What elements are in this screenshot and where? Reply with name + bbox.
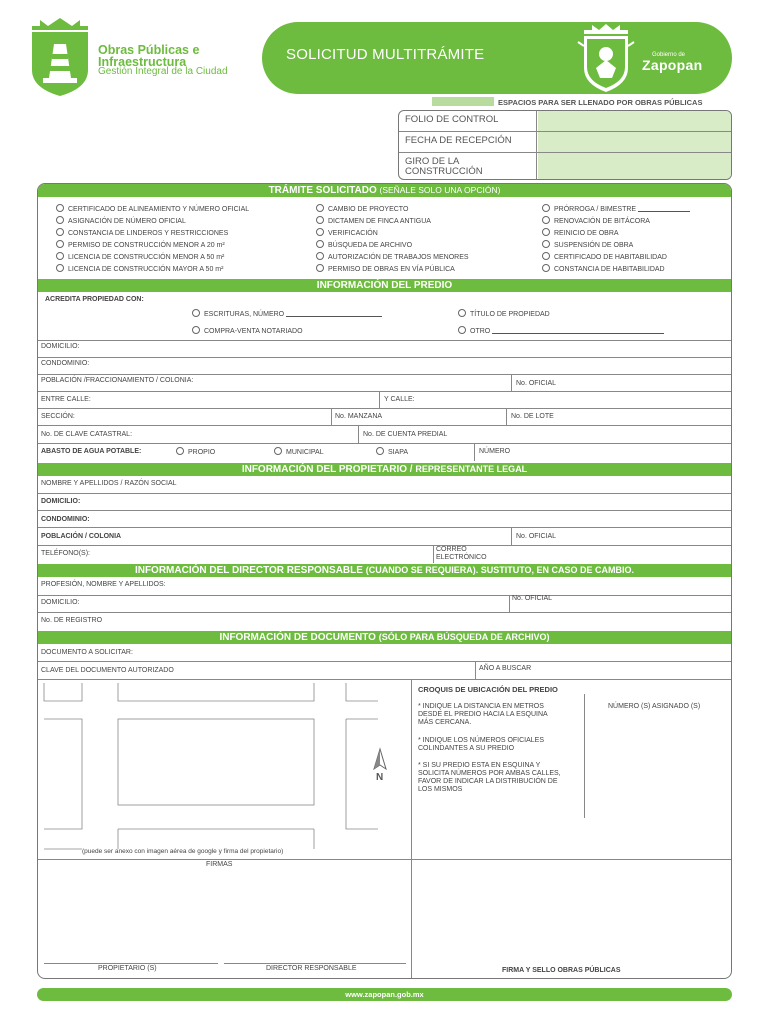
cell-divider — [358, 425, 359, 443]
org-name-line2: Infraestructura — [98, 55, 187, 69]
croquis-divider — [411, 679, 412, 979]
director-signature-line[interactable] — [224, 963, 406, 964]
tramite-option[interactable] — [542, 228, 619, 237]
radio-icon[interactable] — [56, 264, 64, 272]
radio-icon[interactable] — [192, 326, 200, 334]
row-divider — [38, 357, 731, 358]
tramite-option[interactable] — [316, 204, 408, 213]
otro-option[interactable] — [458, 326, 664, 335]
croquis-note-3-line2: SOLICITA NÚMEROS POR AMBAS CALLES, — [418, 770, 561, 777]
dir-no-oficial-label: No. OFICIAL — [512, 595, 553, 602]
row-divider — [38, 545, 731, 546]
croquis-note-3-line3: FAVOR DE INDICAR LA DISTRIBUCIÓN DE — [418, 778, 558, 785]
radio-icon[interactable] — [316, 240, 324, 248]
doc-clave-label: CLAVE DEL DOCUMENTO AUTORIZADO — [41, 667, 174, 674]
control-row-folio — [399, 111, 732, 132]
prop-no-oficial-label: No. OFICIAL — [516, 533, 557, 540]
compra-label: COMPRA-VENTA NOTARIADO — [204, 328, 303, 335]
org-name-line1: Obras Públicas e — [98, 43, 200, 57]
escrituras-blank[interactable] — [286, 310, 382, 317]
croquis-note-2 — [418, 737, 544, 753]
fecha-label: FECHA DE RECEPCIÓN — [399, 132, 537, 152]
director-heading — [38, 564, 731, 577]
row-divider — [38, 595, 731, 596]
correo-label-line1: CORREO — [436, 546, 467, 553]
tramite-option-label: AUTORIZACIÓN DE TRABAJOS MENORES — [328, 254, 469, 261]
municipal-option[interactable] — [274, 447, 324, 456]
titulo-label: TÍTULO DE PROPIEDAD — [470, 311, 550, 318]
propio-label: PROPIO — [188, 449, 216, 456]
radio-icon[interactable] — [316, 252, 324, 260]
radio-icon[interactable] — [192, 309, 200, 317]
croquis-note-3-line4: LOS MISMOS — [418, 786, 463, 793]
propietario-signature-label: PROPIETARIO (S) — [98, 965, 157, 972]
documento-heading-title: INFORMACIÓN DE DOCUMENTO — [219, 632, 376, 643]
croquis-note-1 — [418, 703, 548, 727]
croquis-title: CROQUIS DE UBICACIÓN DEL PREDIO — [418, 685, 558, 694]
folio-field[interactable] — [538, 111, 732, 131]
prorroga-blank[interactable] — [638, 205, 690, 212]
tramite-option[interactable] — [542, 204, 690, 213]
sello-label: FIRMA Y SELLO OBRAS PÚBLICAS — [502, 967, 621, 974]
tramite-option-label: CONSTANCIA DE LINDEROS Y RESTRICCIONES — [68, 230, 229, 237]
correo-label-line2: ELECTRÓNICO — [436, 554, 487, 561]
titulo-option[interactable] — [458, 309, 550, 318]
row-divider — [38, 340, 731, 341]
radio-icon[interactable] — [56, 240, 64, 248]
north-label: N — [376, 772, 384, 783]
croquis-note-3 — [418, 762, 561, 794]
doc-solicitar-label: DOCUMENTO A SOLICITAR: — [41, 649, 133, 656]
tramite-option[interactable] — [542, 252, 667, 261]
office-use-marker — [432, 97, 494, 106]
tramite-option[interactable] — [316, 252, 469, 261]
radio-icon[interactable] — [316, 204, 324, 212]
tramite-option[interactable] — [56, 252, 224, 261]
numero-asignado-label: NÚMERO (S) ASIGNADO (S) — [608, 703, 701, 710]
radio-icon[interactable] — [274, 447, 282, 455]
croquis-note-1-line3: MÁS CERCANA. — [418, 719, 472, 726]
row-divider — [38, 510, 731, 511]
zapopan-crest-icon — [576, 24, 636, 92]
siapa-option[interactable] — [376, 447, 408, 456]
cell-divider — [331, 408, 332, 425]
radio-icon[interactable] — [56, 228, 64, 236]
predio-domicilio-label: DOMICILIO: — [41, 343, 80, 350]
croquis-note-2-line2: COLINDANTES A SU PREDIO — [418, 745, 515, 752]
giro-label-line2: CONSTRUCCIÓN — [405, 166, 483, 177]
predio-no-oficial-label: No. OFICIAL — [516, 380, 557, 387]
gov-small-label: Gobierno de — [652, 52, 686, 58]
catastral-label: No. DE CLAVE CATASTRAL: — [41, 431, 133, 438]
croquis-sketch-area[interactable] — [38, 679, 412, 859]
footer-url[interactable]: www.zapopan.gob.mx — [37, 988, 732, 1001]
propietario-signature-line[interactable] — [44, 963, 218, 964]
entre-calle-label: ENTRE CALLE: — [41, 396, 91, 403]
tramite-option-label: CERTIFICADO DE HABITABILIDAD — [554, 254, 667, 261]
row-divider — [38, 612, 731, 613]
otro-label: OTRO — [470, 328, 491, 335]
propietario-heading-title: INFORMACIÓN DEL PROPIETARIO / — [241, 464, 413, 475]
predial-label: No. DE CUENTA PREDIAL — [363, 431, 448, 438]
manzana-label: No. MANZANA — [335, 413, 383, 420]
acredita-label: ACREDITA PROPIEDAD CON: — [45, 296, 144, 303]
control-row-giro — [399, 153, 732, 180]
radio-icon[interactable] — [56, 216, 64, 224]
municipal-label: MUNICIPAL — [286, 449, 324, 456]
cell-divider — [433, 545, 434, 563]
cell-divider — [475, 661, 476, 679]
obras-publicas-logo — [28, 18, 92, 96]
office-use-label: ESPACIOS PARA SER LLENADO POR OBRAS PÚBLICAS — [498, 98, 703, 107]
propio-option[interactable] — [176, 447, 215, 456]
control-row-fecha — [399, 132, 732, 153]
tramite-option-label: CAMBIO DE PROYECTO — [328, 206, 409, 213]
row-divider — [38, 527, 731, 528]
radio-icon[interactable] — [542, 216, 550, 224]
prop-domicilio-label: DOMICILIO: — [41, 498, 81, 505]
tramite-option-label: VERIFICACIÓN — [328, 230, 378, 237]
radio-icon[interactable] — [316, 228, 324, 236]
abasto-label: ABASTO DE AGUA POTABLE: — [41, 448, 142, 455]
page-title: SOLICITUD MULTITRÁMITE — [286, 46, 485, 63]
tramite-option-label: RENOVACIÓN DE BITÁCORA — [554, 218, 650, 225]
tramite-option[interactable] — [56, 240, 225, 249]
dir-domicilio-label: DOMICILIO: — [41, 599, 80, 606]
tramite-option[interactable] — [542, 264, 665, 273]
cell-divider — [379, 391, 380, 408]
radio-icon[interactable] — [376, 447, 384, 455]
row-divider — [38, 443, 731, 444]
propietario-heading-sub: REPRESENTANTE LEGAL — [415, 464, 528, 474]
radio-icon[interactable] — [56, 204, 64, 212]
lote-label: No. DE LOTE — [511, 413, 554, 420]
tramite-heading-title: TRÁMITE SOLICITADO — [268, 185, 377, 196]
telefono-label: TELÉFONO(S): — [41, 550, 91, 557]
correo-label — [436, 546, 487, 562]
radio-icon[interactable] — [542, 228, 550, 236]
radio-icon[interactable] — [316, 216, 324, 224]
control-box — [398, 110, 732, 180]
org-subtitle: Gestión Integral de la Ciudad — [98, 66, 228, 77]
predio-condominio-label: CONDOMINIO: — [41, 360, 90, 367]
tramite-option[interactable] — [316, 228, 378, 237]
tramite-option[interactable] — [56, 216, 186, 225]
director-signature-label: DIRECTOR RESPONSABLE — [266, 965, 357, 972]
cell-divider — [474, 443, 475, 461]
compra-option[interactable] — [192, 326, 303, 335]
radio-icon[interactable] — [542, 252, 550, 260]
documento-heading — [38, 631, 731, 644]
propietario-heading — [38, 463, 731, 476]
croquis-note-3-line1: * SI SU PREDIO ESTA EN ESQUINA Y — [418, 762, 541, 769]
tramite-option[interactable] — [316, 264, 455, 273]
siapa-label: SIAPA — [388, 449, 409, 456]
tramite-option-label: DICTAMEN DE FINCA ANTIGUA — [328, 218, 431, 225]
prop-nombre-label: NOMBRE Y APELLIDOS / RAZÓN SOCIAL — [41, 480, 177, 487]
north-arrow-icon — [374, 749, 386, 783]
tramite-option[interactable] — [56, 204, 249, 213]
croquis-note-1-line1: * INDIQUE LA DISTANCIA EN METROS — [418, 703, 544, 710]
tramite-option-label: ASIGNACIÓN DE NÚMERO OFICIAL — [68, 218, 186, 225]
tramite-option-label: PRÓRROGA / BIMESTRE — [554, 206, 637, 213]
tramite-option[interactable] — [316, 240, 412, 249]
tramite-option-label: SUSPENSIÓN DE OBRA — [554, 242, 634, 249]
radio-icon[interactable] — [316, 264, 324, 272]
tramite-option-label: PERMISO DE CONSTRUCCIÓN MENOR A 20 m² — [68, 242, 225, 249]
prop-poblacion-label: POBLACIÓN / COLONIA — [41, 533, 122, 540]
tramite-option-label: PERMISO DE OBRAS EN VÍA PÚBLICA — [328, 266, 455, 273]
director-heading-sub: (CUANDO SE REQUIERA). SUSTITUTO, EN CASO DE CAMBIO. — [365, 565, 635, 575]
escrituras-label: ESCRITURAS, NÚMERO — [204, 311, 285, 318]
tramite-option[interactable] — [542, 240, 633, 249]
escrituras-option[interactable] — [192, 309, 382, 318]
dir-registro-label: No. DE REGISTRO — [41, 617, 103, 624]
otro-blank[interactable] — [492, 327, 664, 334]
row-divider — [38, 859, 731, 860]
row-divider — [38, 661, 731, 662]
seccion-label: SECCIÓN: — [41, 413, 75, 420]
radio-icon[interactable] — [458, 309, 466, 317]
tramite-option-label: LICENCIA DE CONSTRUCCIÓN MAYOR A 50 m² — [68, 266, 224, 273]
croquis-note-1-line2: DESDE EL PREDIO HACIA LA ESQUINA — [418, 711, 548, 718]
numero-divider — [584, 694, 585, 818]
tramite-option-label: CONSTANCIA DE HABITABILIDAD — [554, 266, 665, 273]
documento-heading-sub: (SÓLO PARA BÚSQUEDA DE ARCHIVO) — [378, 632, 550, 642]
radio-icon[interactable] — [176, 447, 184, 455]
croquis-note-2-line1: * INDIQUE LOS NÚMEROS OFICIALES — [418, 737, 545, 744]
predio-heading: INFORMACIÓN DEL PREDIO — [38, 279, 731, 292]
doc-anio-label: AÑO A BUSCAR — [479, 665, 532, 672]
numero-label: NÚMERO — [479, 448, 511, 455]
tramite-heading-sub: (SEÑALE SOLO UNA OPCIÓN) — [379, 185, 501, 195]
radio-icon[interactable] — [542, 204, 550, 212]
tramite-option-label: LICENCIA DE CONSTRUCCIÓN MENOR A 50 m² — [68, 254, 225, 261]
tramite-option[interactable] — [56, 228, 228, 237]
tramite-option[interactable] — [316, 216, 431, 225]
row-divider — [38, 425, 731, 426]
row-divider — [38, 493, 731, 494]
predio-poblacion-label: POBLACIÓN /FRACCIONAMIENTO / COLONIA: — [41, 377, 194, 384]
dir-profesion-label: PROFESIÓN, NOMBRE Y APELLIDOS: — [41, 581, 166, 588]
cell-divider — [509, 595, 510, 612]
gov-name: Zapopan — [642, 57, 703, 73]
y-calle-label: Y CALLE: — [384, 396, 415, 403]
fecha-field[interactable] — [538, 132, 732, 152]
radio-icon[interactable] — [56, 252, 64, 260]
radio-icon[interactable] — [542, 264, 550, 272]
row-divider — [38, 374, 731, 375]
director-heading-title: INFORMACIÓN DEL DIRECTOR RESPONSABLE — [134, 565, 363, 576]
tramite-option-label: CERTIFICADO DE ALINEAMIENTO Y NÚMERO OFICIAL — [68, 206, 250, 213]
tramite-heading — [38, 184, 731, 197]
tramite-option-label: REINICIO DE OBRA — [554, 230, 619, 237]
cell-divider — [511, 527, 512, 545]
folio-label: FOLIO DE CONTROL — [399, 111, 537, 131]
prop-condominio-label: CONDOMINIO: — [41, 516, 90, 523]
row-divider — [38, 391, 731, 392]
tramite-option[interactable] — [542, 216, 650, 225]
cell-divider — [511, 374, 512, 391]
giro-label — [399, 153, 537, 180]
org-name — [98, 44, 199, 68]
anexo-note: (puede ser anexo con imagen aérea de google y firma del propietario) — [82, 848, 284, 855]
main-form-frame — [37, 183, 732, 979]
radio-icon[interactable] — [458, 326, 466, 334]
tramite-option-label: BÚSQUEDA DE ARCHIVO — [328, 242, 413, 249]
giro-label-line1: GIRO DE LA — [405, 156, 460, 167]
giro-field[interactable] — [538, 153, 732, 180]
tramite-option[interactable] — [56, 264, 223, 273]
row-divider — [38, 408, 731, 409]
radio-icon[interactable] — [542, 240, 550, 248]
cell-divider — [506, 408, 507, 425]
firmas-title: FIRMAS — [206, 861, 233, 868]
